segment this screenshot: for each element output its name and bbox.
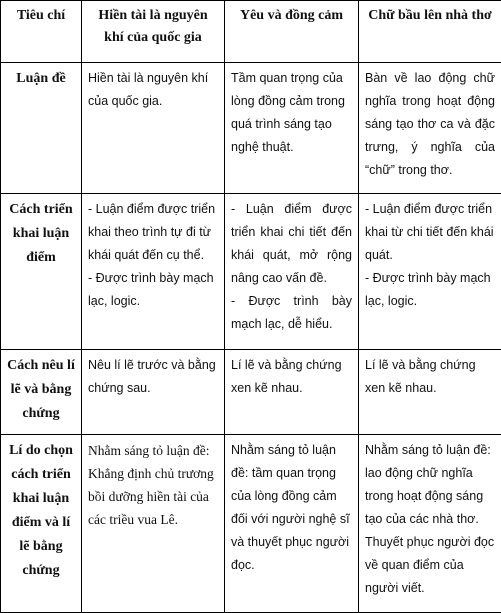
header-text-1: Hiền tài là nguyên khí của quốc gia	[82, 1, 225, 63]
table-row	[1, 194, 501, 350]
cell-text: - Luận điểm được triển khai từ chi tiết đến khái quát.	[365, 198, 495, 267]
cell-text: Nhằm sáng tỏ luận đề: lao động chữ nghĩa trong hoạt động sáng tạo của các nhà thơ. Thuyết phục người đọc về quan điểm của người viết.	[365, 439, 495, 600]
cell-text: Nhằm sáng tỏ luận đề: Khẳng định chủ trương bồi dưỡng hiền tài của các triều vua Lê.	[88, 439, 218, 531]
table-cell	[225, 435, 359, 613]
header-row	[1, 1, 501, 63]
table-cell	[82, 194, 225, 350]
cell-text: - Luận điểm được triển khai theo trình tự đi từ khái quát đến cụ thể.	[88, 198, 218, 267]
table-row	[1, 435, 501, 613]
row-label-cach-trien-khai: Cách triển khai luận điểm	[1, 194, 82, 350]
cell-text: - Được trình bày mạch lạc, logic.	[365, 267, 495, 313]
row-label-luan-de: Luận đề	[1, 63, 82, 194]
table-cell	[225, 63, 359, 194]
cell-text: Nêu lí lẽ trước và bằng chứng sau.	[88, 354, 218, 400]
header-criterion: Tiêu chí	[1, 1, 82, 63]
table-cell	[82, 63, 225, 194]
row-label-li-do: Lí do chọn cách triển khai luận điểm và lí lẽ bằng chứng	[1, 435, 82, 613]
cell-text: Lí lẽ và bằng chứng xen kẽ nhau.	[231, 354, 352, 400]
header-text-2: Yêu và đồng cảm	[225, 1, 359, 63]
table-row	[1, 63, 501, 194]
cell-text: Nhằm sáng tỏ luận đề: tầm quan trọng của lòng đồng cảm đối với người nghệ sĩ và thuyết phục người đọc.	[231, 439, 352, 577]
table-cell	[359, 194, 501, 350]
table-cell	[225, 350, 359, 435]
cell-text: Hiền tài là nguyên khí của quốc gia.	[88, 67, 218, 113]
header-text-3: Chữ bầu lên nhà thơ	[359, 1, 501, 63]
cell-text: Lí lẽ và bằng chứng xen kẽ nhau.	[365, 354, 495, 400]
cell-text: Bàn về lao động chữ nghĩa trong hoạt động sáng tạo thơ ca và đặc trưng, ý nghĩa của “chữ” trong thơ.	[365, 67, 495, 182]
table-cell	[82, 435, 225, 613]
table-cell	[359, 63, 501, 194]
cell-text: - Được trình bày mạch lạc, logic.	[88, 267, 218, 313]
row-label-li-le-bang-chung: Cách nêu lí lẽ và bằng chứng	[1, 350, 82, 435]
cell-text: Tầm quan trọng của lòng đồng cảm trong quá trình sáng tạo nghệ thuật.	[231, 67, 352, 159]
table-row	[1, 350, 501, 435]
table-cell	[82, 350, 225, 435]
cell-text: - Luận điểm được triển khai chi tiết đến khái quát, mở rộng nâng cao vấn đề.	[231, 198, 352, 290]
table-cell	[225, 194, 359, 350]
table-cell	[359, 350, 501, 435]
cell-text: - Được trình bày mạch lạc, dễ hiểu.	[231, 290, 352, 336]
table-cell	[359, 435, 501, 613]
